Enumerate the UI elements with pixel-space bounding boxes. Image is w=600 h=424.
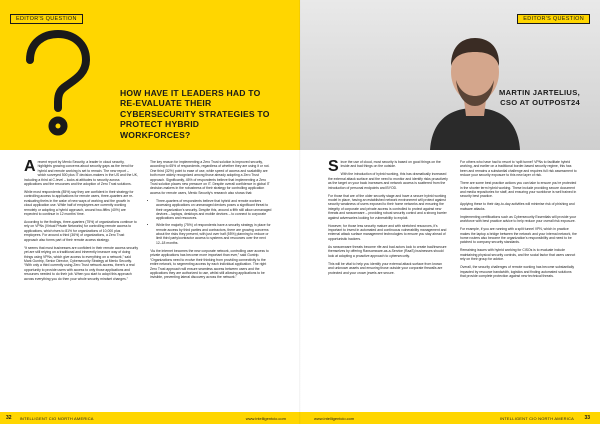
publication-name: INTELLIGENT CIO NORTH AMERICA bbox=[499, 415, 574, 421]
body-paragraph: There are some best practice actions you can take to ensure you’re protected in the shorter term hybrid working. These include providing secure document and media repositories for staff, and ensuring your workforce is well trained in security best practice. bbox=[460, 181, 577, 199]
website-link[interactable]: www.intelligentcio.com bbox=[314, 415, 355, 421]
left-column-1 bbox=[24, 160, 138, 285]
body-paragraph: Applying these to their day-to-day activities will minimise risk of phishing and malware attacks. bbox=[460, 202, 575, 211]
body-paragraph: With the introduction of hybrid working, this has dramatically increased the external attack surface and the need to monitor and identify risks proactively as the target on your back increases and network access is scattered from the introduction of personal endpoints and BYOD. bbox=[328, 172, 448, 190]
author-role: CSO AT OUTPOST24 bbox=[500, 98, 580, 107]
left-footer bbox=[0, 412, 300, 424]
body-paragraph: Implementing certifications such as Cybersecurity Essentials will provide your workforce with best practice advice to help reduce your overall risk exposure. bbox=[460, 214, 577, 224]
right-column-2 bbox=[460, 160, 578, 282]
page-fold bbox=[299, 0, 301, 424]
right-page bbox=[300, 0, 600, 424]
question-mark-icon bbox=[16, 28, 96, 138]
right-column-1 bbox=[328, 160, 448, 279]
body-paragraph: For those that are of the older security stage and have a secure hybrid working model in place, having an established network environment will protect against security weakness of users exposed to their home networks and ensuring the integrity of corporate and private access is controlled to protect against new threats and ransomware – providing robust security control and a strong barrier against adversaries looking for vulnerability to exploit. bbox=[328, 193, 447, 220]
body-paragraph: While most respondents (85%) say they are confident in their strategy for controlling access to applications for remote users, three-quarters are re-evaluating theirs in the wake of new ways of working and the growth in cloud application use. While half of employees are currently working remotely or adopting a hybrid approach, around two-fifths (40%) are expected to continue in 12 months’ time. bbox=[24, 190, 134, 217]
page-number: 33 bbox=[584, 415, 590, 421]
drop-cap: A bbox=[24, 158, 36, 175]
person-portrait-icon bbox=[420, 20, 530, 150]
body-paragraph: For example, if you are running with a split tunnel VPN, which in practice makes the laptop a bridge between the network and your internal network, the home routers also become the organization’s responsibility and need to be patched to company security standards. bbox=[460, 227, 577, 245]
body-paragraph: For others who have had to resort to ‘split tunnel’ VPNs to facilitate hybrid working, and earlier on a traditional border-based security regime, this has been and remains a substantial challenge and requires full risk assessment to reduce your security exposure to this new layer of risk. bbox=[460, 160, 577, 178]
list-item: • While the majority (75%) of respondents have a security strategy in place for remote access by third parties and contractors, there are growing concerns about the risks they present, with just over half (55%) planning to reduce or limit third party/contractor access to systems and resources over the next 12–18 months. bbox=[156, 223, 272, 245]
findings-list bbox=[150, 199, 272, 245]
list-item: • Three-quarters of respondents believe that hybrid and remote workers accessing applications on unmanaged devices poses a significant threat to their organization’s security. Despite this, around a fifth still allow unmanaged devices – laptops, desktops and mobile devices – to connect to corporate applications and resources. bbox=[156, 199, 272, 221]
author-byline bbox=[499, 88, 580, 108]
body-paragraph: According to the findings, three-quarters (75%) of organizations continue to rely on VPNs (Virtual Private Networks) for controlling remote access to applications, which rises to 81% for organizations of 10,000 plus employees. For around a third (36%) of organizations, a Zero Trust approach also forms part of their remote access strategy. bbox=[24, 220, 137, 242]
body-paragraph: “It seems that most businesses are confident in their remote access security yet are still relying on a traditional and inherently insecure way of doing things using VPNs, which give access to everything on a network,” said Mark Guntrip, Senior Director, Cybersecurity Strategy at Menlo Security. “With only a third currently using Zero Trust network access, there’s a real opportunity to provide users with access to only those applications and resources needed to do their job. When you start to adopt this approach across everything you do then your whole security mindset changes.” bbox=[24, 245, 139, 281]
left-column-2 bbox=[150, 160, 272, 283]
body-paragraph: “As the internet becomes the new corporate network, controlling user access to private applications has become more important than ever,” said Guntrip. “Organizations need to evolve their thinking from providing connectivity to the entire network, to segmenting access by each individual application. The right Zero Trust approach will ensure seamless access between users and the applications they are authorized to use, whilst still allowing applications to be invisible, preventing lateral discovery across the network.” bbox=[150, 248, 269, 280]
publication-name: INTELLIGENT CIO NORTH AMERICA bbox=[19, 415, 94, 421]
right-footer bbox=[300, 412, 600, 424]
website-link[interactable]: www.intelligentcio.com bbox=[245, 415, 286, 421]
body-paragraph: The key reason for implementing a Zero Trust solution is improved security, according to 65% of respondents, regardless of whether they are using it or not. One third (32%) point to ease of use, while speed of access and scalability are both more widely recognized among those already adopting a Zero Trust approach. Significantly, 45% of respondents believe that implementing a Zero Trust solution places new pressure on IT. Despite overall confidence in global IT decision-makers in the robustness of their strategy for controlling application access for remote users, Menlo Security’s research also shows that: bbox=[150, 160, 270, 195]
section-tag: EDITOR'S QUESTION bbox=[10, 14, 83, 24]
body-paragraph: This will be vital to help you identify your external attack surface from known and unknown assets and ensuring those outside your corporate firewalls are protected and your crown jewels are secure. bbox=[328, 261, 443, 275]
body-paragraph: However, for those less security mature and with stretched resources, it’s important to invest in automated and continuous vulnerability management and external attack surface management technologies to ensure you stay ahead of opportunistic hackers. bbox=[328, 223, 447, 241]
body-paragraph: Remaining issues with hybrid working for CISOs is to evaluate include maintaining physical security controls, and the social factor that users cannot rely on their group for advice. bbox=[460, 248, 576, 262]
intro-paragraph: Arecent report by Menlo Security, a leader in cloud security, highlights growing concerns about security gaps as the trend for hybrid and remote working is set to remain. The new report – which surveyed 500 plus IT decision-makers in the US and the UK, including a third at C-level – looks at attitudes to security across applications and the resources and the adoption of Zero Trust solutions. bbox=[24, 158, 138, 187]
body-paragraph: As ransomware threats become rife and bad actors look to create bad/insecure themselves by offering Ransomware-as-a-Service (RaaS) businesses should look at adopting a proactive approach to cybersecurity. bbox=[328, 244, 447, 258]
article-headline: HOW HAVE IT LEADERS HAD TO RE-EVALUATE THEIR CYBERSECURITY STRATEGIES TO PROTECT HYBRID WORKFORCES? bbox=[120, 88, 270, 140]
intro-paragraph: Since the use of cloud, most security is based on good things on the inside and bad things on the outside. bbox=[328, 158, 441, 175]
section-tag: EDITOR'S QUESTION bbox=[517, 14, 590, 24]
body-paragraph: Overall, the security challenges of remote working has become substantially impacted by resource bandwidth, logistics and finding automated solutions that provide complete protection against new technical threats. bbox=[460, 265, 575, 279]
author-name: MARTIN JARTELIUS, bbox=[498, 88, 580, 97]
page-number: 32 bbox=[6, 415, 12, 421]
drop-cap: S bbox=[328, 158, 339, 175]
